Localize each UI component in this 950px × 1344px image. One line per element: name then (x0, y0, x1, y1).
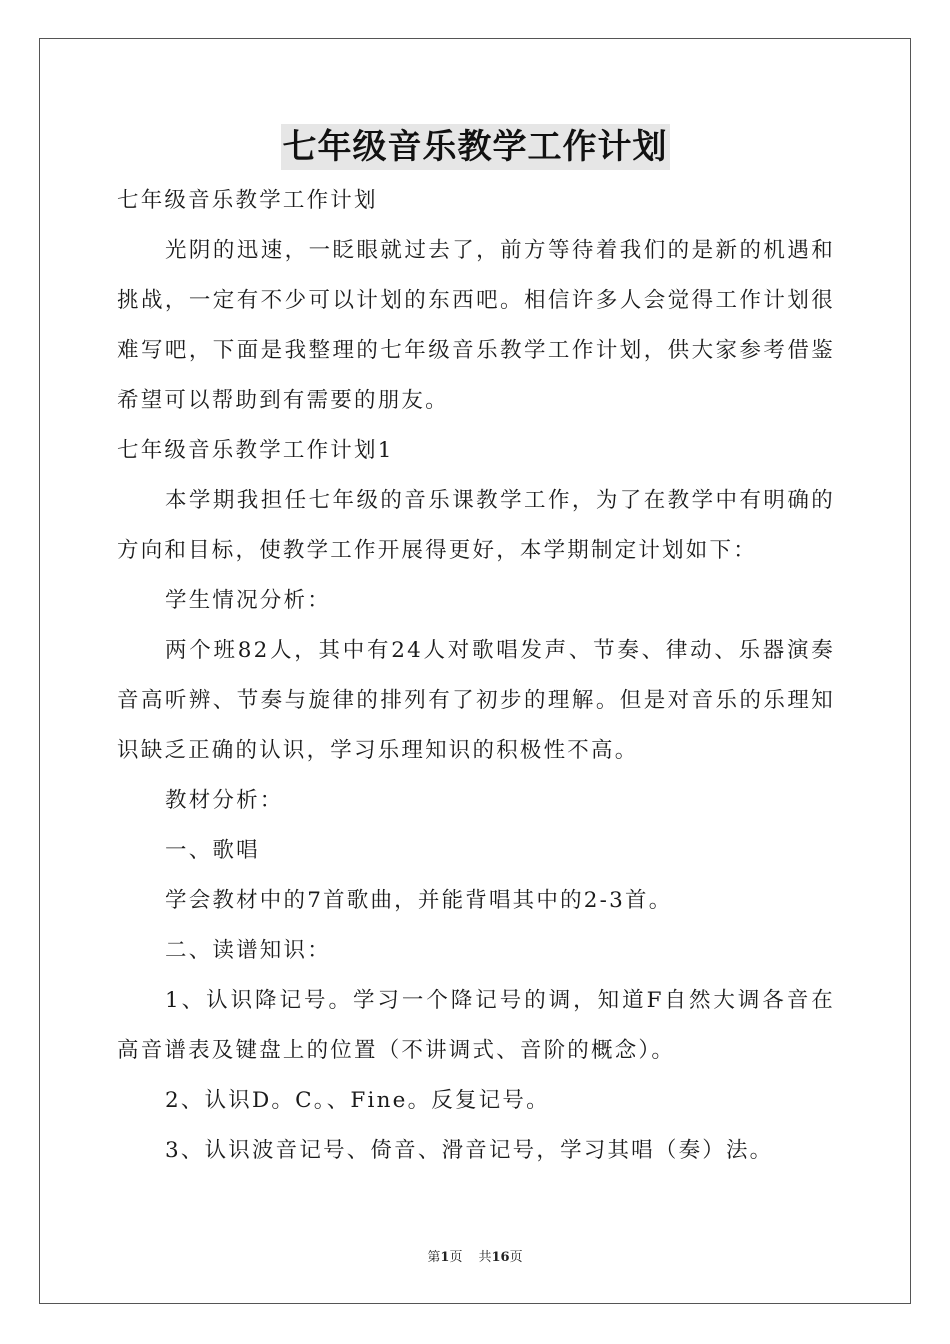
paragraph-singing-detail: 学会教材中的7首歌曲，并能背唱其中的2-3首。 (165, 888, 673, 913)
footer-total-pages: 16 (491, 1250, 510, 1265)
paragraph-notation-item-1: 1、认识降记号。学习一个降记号的调，知道F自然大调各音在高音谱表及键盘上的位置（不讲调式、音阶的概念）。 (117, 988, 835, 1063)
paragraph-plan-intro: 本学期我担任七年级的音乐课教学工作，为了在教学中有明确的方向和目标，使教学工作开展得更好，本学期制定计划如下： (117, 488, 835, 563)
title-container (0, 124, 950, 170)
page-footer (0, 1246, 950, 1265)
footer-total-prefix: 共 (478, 1250, 492, 1265)
paragraph-section-heading: 七年级音乐教学工作计划1 (117, 438, 394, 463)
paragraph-student-analysis: 两个班82人，其中有24人对歌唱发声、节奏、律动、乐器演奏音高听辨、节奏与旋律的排列有了初步的理解。但是对音乐的乐理知识缺乏正确的认识，学习乐理知识的积极性不高。 (117, 638, 835, 763)
footer-page-number: 1 (440, 1250, 450, 1265)
paragraph-material-analysis-heading: 教材分析： (165, 788, 284, 813)
paragraph-notation-item-3: 3、认识波音记号、倚音、滑音记号，学习其唱（奏）法。 (165, 1138, 774, 1163)
footer-page-prefix: 第 (427, 1250, 441, 1265)
paragraph-notation-item-2: 2、认识D。C。、Fine。反复记号。 (165, 1088, 550, 1113)
paragraph-intro: 光阴的迅速，一眨眼就过去了，前方等待着我们的是新的机遇和挑战，一定有不少可以计划的东西吧。相信许多人会觉得工作计划很难写吧，下面是我整理的七年级音乐教学工作计划，供大家参考借鉴希望可以帮助到有需要的朋友。 (117, 238, 835, 413)
document-title: 七年级音乐教学工作计划 (281, 124, 670, 170)
paragraph-subtitle: 七年级音乐教学工作计划 (117, 188, 378, 213)
paragraph-student-analysis-heading: 学生情况分析： (165, 588, 331, 613)
footer-total-suffix: 页 (509, 1250, 523, 1265)
paragraph-singing-heading: 一、歌唱 (165, 838, 260, 863)
paragraph-notation-heading: 二、读谱知识： (165, 938, 331, 963)
document-body (117, 176, 835, 1176)
footer-page-suffix: 页 (449, 1250, 463, 1265)
